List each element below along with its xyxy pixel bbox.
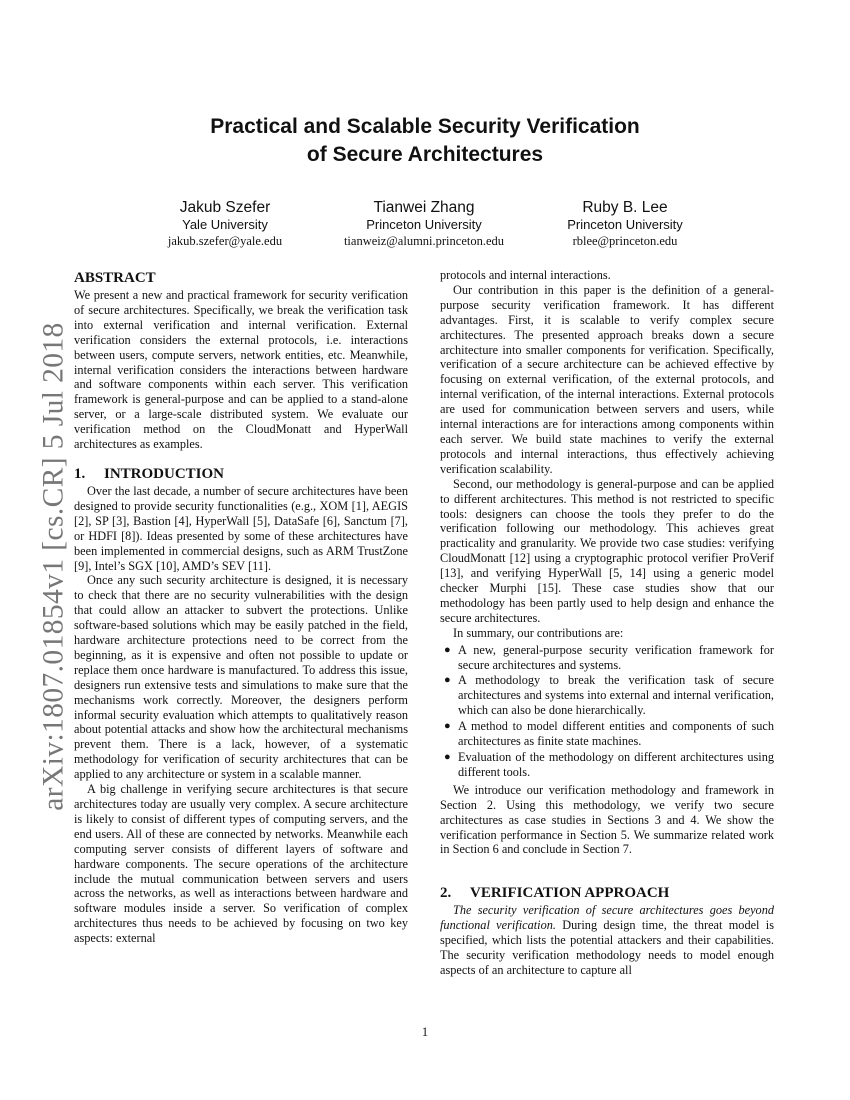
intro-paragraph-1: Over the last decade, a number of secure architectures have been designed to provide security functionalities (e.g., XOM [1], AEGIS [2], SP [3], Bastion [4], HyperWall [5], DataSafe [6], Sanctum [7], or HDFI [8]). Ideas presented by some of these architectures have been implemented in commercial designs, such as ARM TrustZone [9], Intel’s SGX [10], AMD’s SEV [11]. — [74, 483, 408, 573]
author-email: jakub.szefer@yale.edu — [167, 234, 283, 248]
arxiv-id: arXiv:1807.01854v1 [cs.CR] 5 Jul 2018 — [37, 321, 70, 811]
author-3 — [505, 198, 745, 250]
section-title: INTRODUCTION — [104, 465, 225, 482]
section-number: 2. — [440, 885, 452, 902]
author-email: tianweiz@alumni.princeton.edu — [343, 234, 505, 248]
author-name: Tianwei Zhang — [373, 199, 475, 216]
author-email: rblee@princeton.edu — [572, 234, 678, 248]
bullet-icon: ● — [444, 751, 451, 763]
arxiv-stamp — [30, 296, 78, 836]
contribution-list — [440, 643, 774, 780]
list-item-text: Evaluation of the methodology on different architectures using different tools. — [458, 750, 774, 779]
list-item — [440, 719, 774, 749]
intro-paragraph-3: A big challenge in verifying secure architectures is that secure architectures today are usually very complex. A secure architecture is likely to consist of different types of computing servers, and the end users. All of these are connected by networks. Meanwhile each computing server consists of different layers of software and hardware components. The secure operations of the architecture include the mutual communication between servers and users across the networks, as well as interactions between hardware and software modules inside a server. So verification of complex architectures thus needs to be achieved by focusing on two key aspects: external — [74, 782, 408, 946]
intro-heading — [74, 464, 408, 484]
section2-heading — [440, 883, 774, 903]
list-item-text: A new, general-purpose security verification framework for secure architectures and systems. — [458, 642, 774, 672]
intro-paragraph-6: Second, our methodology is general-purpose and can be applied to different architectures. This method is not restricted to specific tools: designers can choose the tools they prefer to do the verification following our methodology. This achieves great practicality and granularity. We provide two case studies: verifying CloudMonatt [12] using a cryptographic protocol verifier ProVerif [13], and verifying HyperWall [5, 14] using a generic model checker Murphi [15]. These case studies show that our methodology has been partly used to help design and enhance the secure architectures. — [440, 476, 774, 625]
bullet-icon: ● — [444, 643, 451, 656]
abstract-text: We present a new and practical framework for security verification of secure architectures. Specifically, we break the verification task into external verification and internal verification. External verification considers the external protocols, i.e. interactions between users, compute servers, network entities, etc. Meanwhile, internal verification considers the interactions between hardware and software components within each server. This verification framework is general-purpose and can be applied to a stand-alone server, or a large-scale distributed system. We evaluate our verification method on the CloudMonatt and HyperWall architectures as examples. — [74, 288, 408, 452]
author-affiliation: Princeton University — [567, 217, 683, 232]
intro-paragraph-5: Our contribution in this paper is the definition of a general-purpose security verification framework. It has different advantages. First, it is scalable to verify complex secure architectures. The presented approach breaks down a secure architecture into smaller components for verification. Specifically, verification of a secure architecture can be achieved effective by focusing on external verification, of the external protocols, and internal verification, of the internal interactions. External protocols are used for communication between servers and users, while internal interactions are for interactions among components within each server. We build state machines to verify the external protocols and internal interactions, thus effectively achieving verification scalability. — [440, 282, 774, 476]
page-number: 1 — [421, 1025, 429, 1039]
list-item — [440, 750, 774, 780]
left-column — [74, 268, 408, 946]
list-item-text: A methodology to break the verification task of secure architectures and systems into external and internal verification, which can also be done hierarchically. — [458, 673, 774, 718]
section-number: 1. — [74, 465, 86, 482]
intro-paragraph-8: We introduce our verification methodology and framework in Section 2. Using this methodology, we verify two secure architectures as case studies in Sections 3 and 4. We show the verification performance in Section 5. We summarize related work in Section 6 and conclude in Section 7. — [440, 782, 774, 857]
section-spacer — [440, 857, 774, 875]
author-affiliation: Yale University — [182, 217, 268, 232]
bullet-icon: ● — [444, 674, 451, 687]
author-affiliation: Princeton University — [366, 217, 482, 232]
section2-lead: The security verification of secure architectures goes beyond functional verification. — [440, 903, 774, 933]
bullet-icon: ● — [444, 720, 451, 733]
title-line-1: Practical and Scalable Security Verification — [210, 115, 640, 138]
author-name: Ruby B. Lee — [582, 199, 668, 216]
abstract-heading: ABSTRACT — [74, 270, 156, 286]
title-line-2: of Secure Architectures — [306, 143, 544, 166]
paper-title — [0, 113, 850, 169]
list-item — [440, 673, 774, 718]
section2-paragraph — [440, 903, 774, 978]
section-title: VERIFICATION APPROACH — [470, 885, 670, 902]
intro-paragraph-2: Once any such security architecture is designed, it is necessary to check that there are no security vulnerabilities with the design that could allow an attacker to subvert the protections. Unlike software-based solutions which may be easily patched in the field, hardware architecture protections need to be correct from the beginning, as it is expensive and often not possible to update or replace them once hardware is manufactured. To address this issue, designers run extensive tests and simulations to make sure that the mechanisms work correctly. Moreover, the designers perform informal security evaluation which attempts to qualitatively reason about potential attacks and show how the architectural mechanisms prevent them. There is a lack, however, of a systematic methodology for verification of security architectures that can be applied to any architecture or system in a scalable manner. — [74, 573, 408, 782]
author-name: Jakub Szefer — [179, 199, 271, 216]
intro-paragraph-7: In summary, our contributions are: — [453, 625, 624, 640]
list-item-text: A method to model different entities and components of such architectures as finite state machines. — [458, 719, 774, 749]
list-item — [440, 643, 774, 673]
right-column — [440, 268, 774, 978]
section2-text: During design time, the threat model is specified, which lists the potential attackers and their capabilities. The security verification methodology needs to model enough aspects of an architecture to capture all — [440, 918, 774, 977]
intro-paragraph-4: protocols and internal interactions. — [440, 268, 611, 282]
